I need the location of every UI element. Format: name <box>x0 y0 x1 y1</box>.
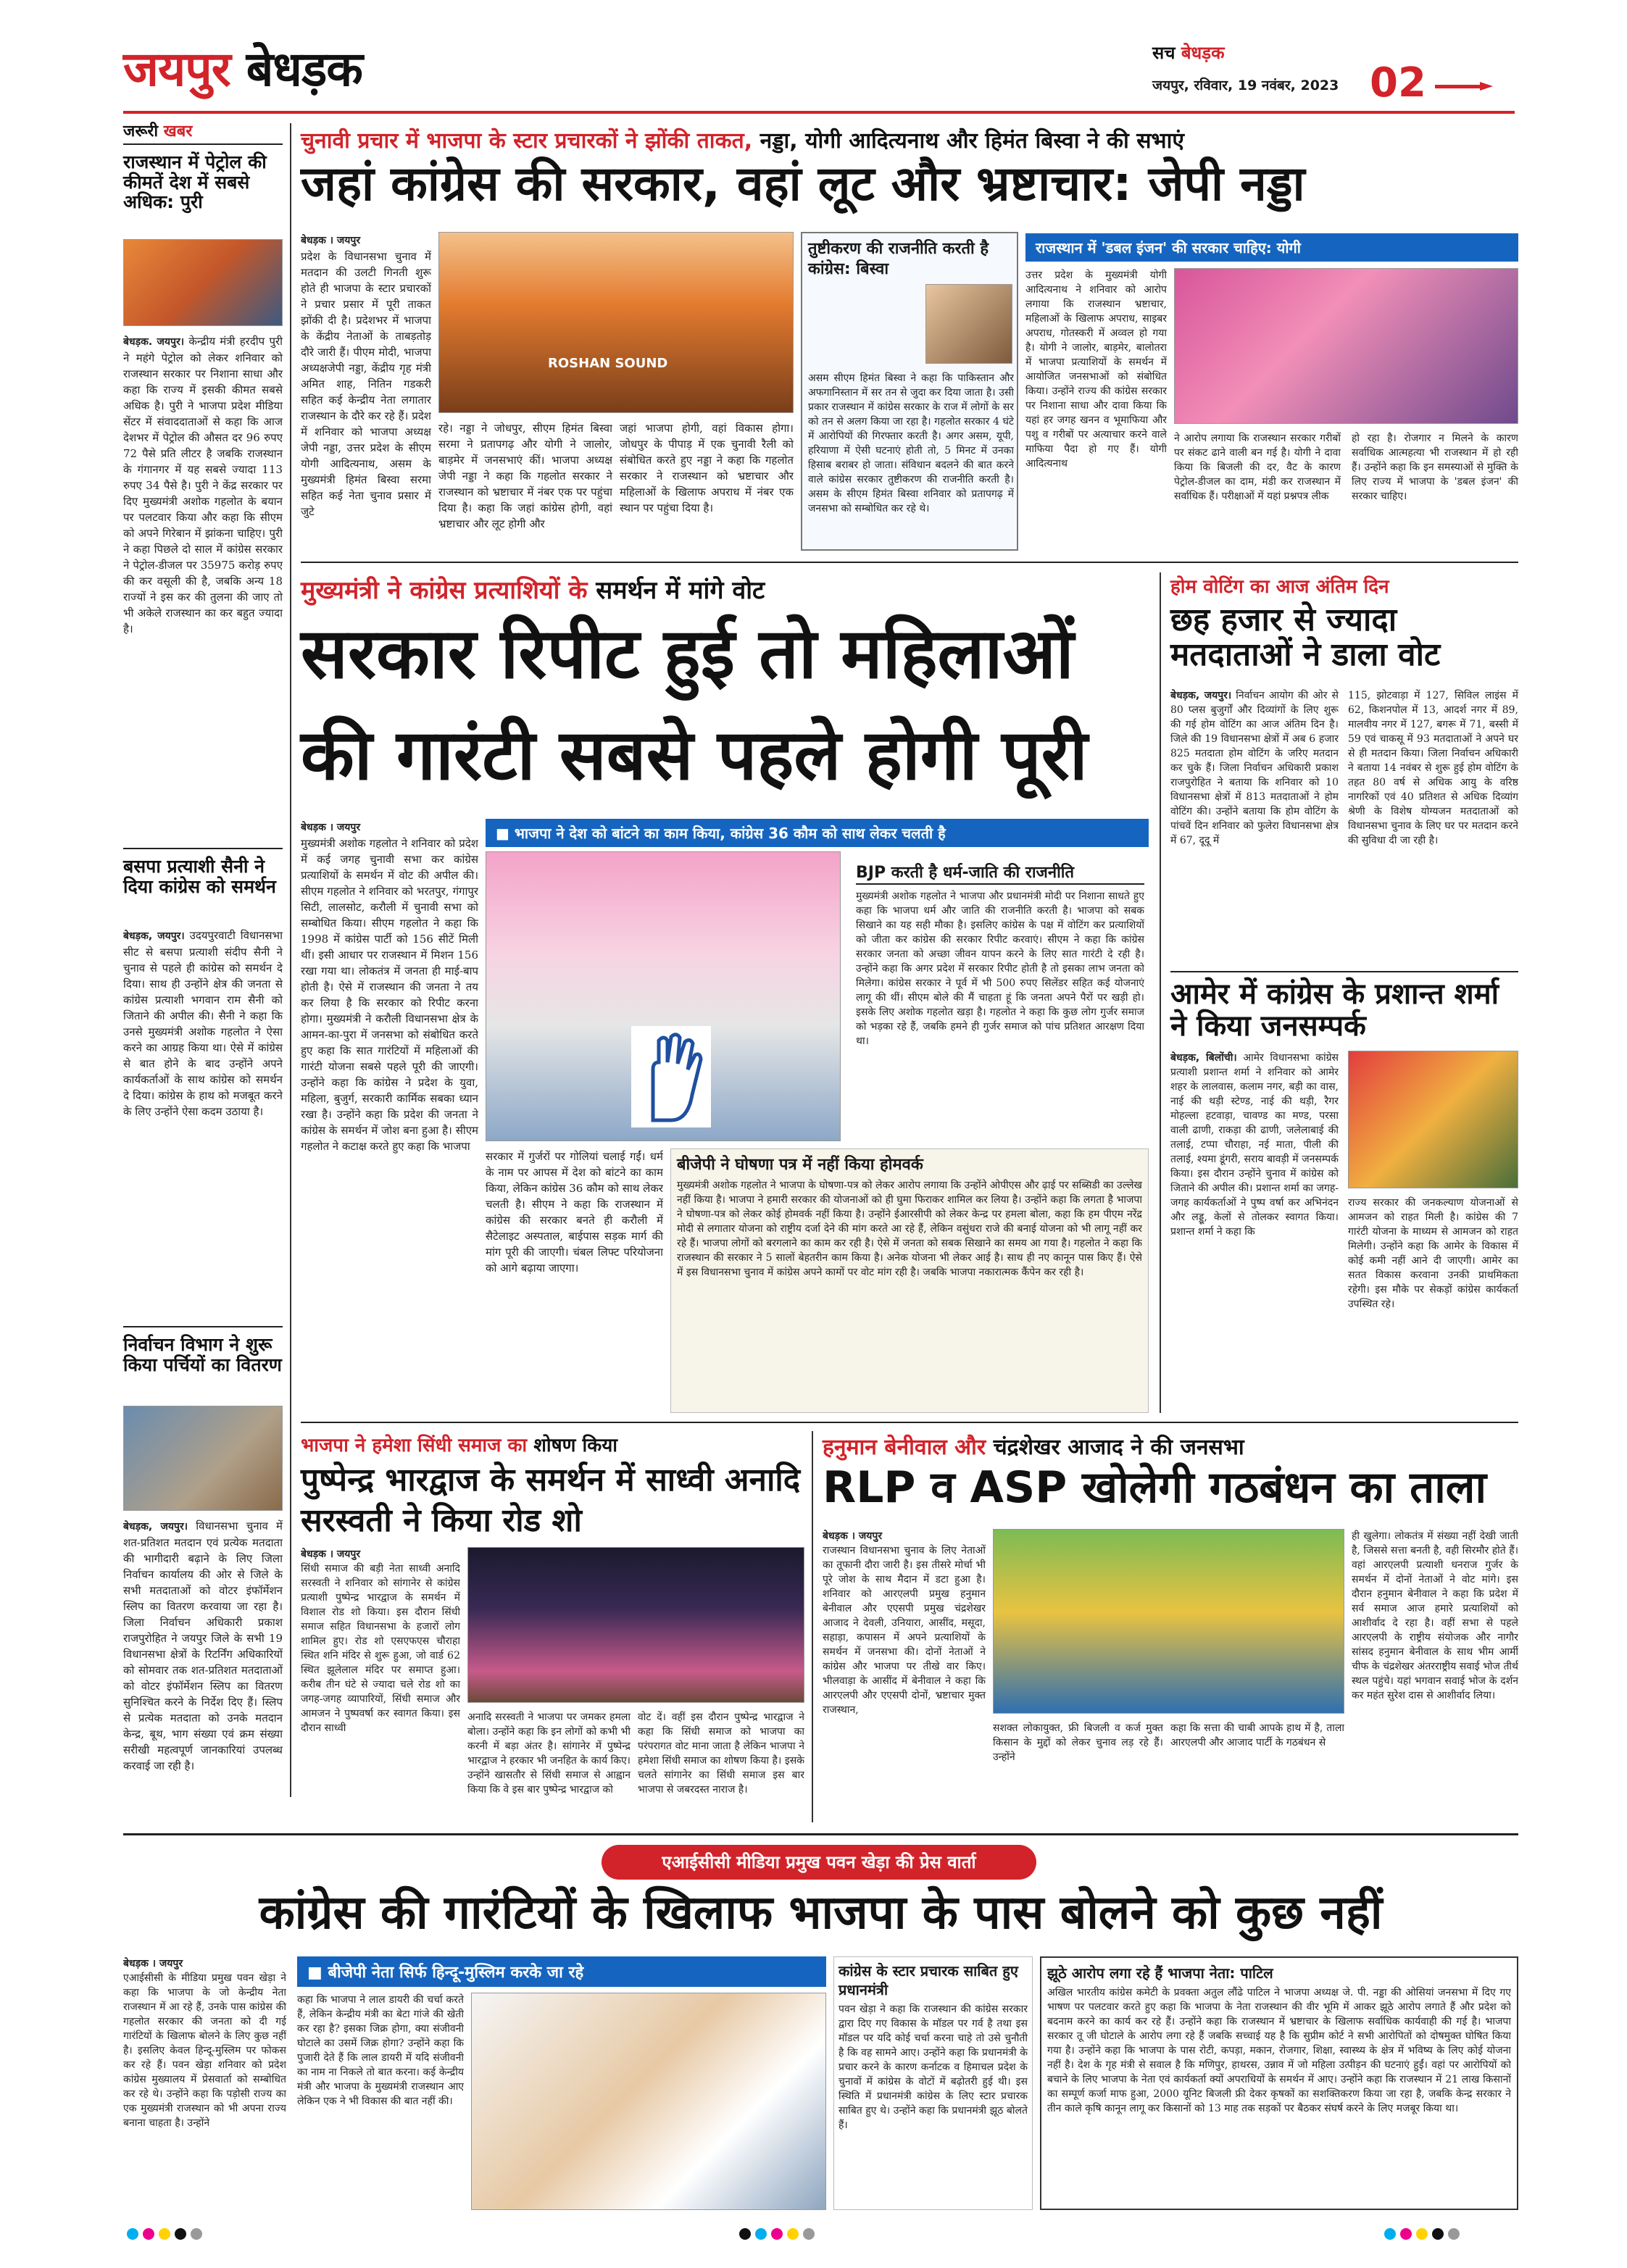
top-headline: जहां कांग्रेस की सरकार, वहां लूट और भ्रष्टाचार: जेपी नड्डा <box>301 156 1305 212</box>
sindhi-dateline: बेधड़क । जयपुर <box>301 1548 361 1560</box>
rlp-kicker-black: चंद्रशेखर आजाद ने की जनसभा <box>993 1435 1244 1460</box>
home-kicker: होम वोटिंग का आज अंतिम दिन <box>1170 576 1389 598</box>
sidebar-divider-2 <box>123 1326 283 1327</box>
cm-box1-body: मुख्यमंत्री अशोक गहलोत ने भाजपा और प्रधानमंत्री मोदी पर निशाना साधते हुए कहा कि भाजपा धर्म और जाति की राजनीति करती है। भाजपा को सबक सिखाने का यह सही मौका है। इसलिए कांग्रेस के पक्ष में वोटिंग कर प्रत्याशियों को जीता कर कांग्रेस की सरकार रिपीट करवाएं। सीएम ने कहा कि कांग्रेस सरकार जनता को अच्छा जीवन यापन करने के लिए सात गारंटी दे रही है। उन्होंने कहा कि अगर प्रदेश में सरकार रिपीट होती है तो इसका लाभ जनता को मिलेगा। कांग्रेस सरकार ने पूर्व में भी 500 रुपए सिलेंडर सहित कई योजनाएं लागू की थीं। सीएम बोले की मैं चाहता हूं कि जनता अपने पैरों पर खड़ी हो। इसके लिए अशोक गहलोत खड़ा है। गहलोत ने कहा कि कुछ लोग गुर्जर समाज को भड़का रहे हैं, जबकि हमने ही गुर्जर समाज को पांच प्रतिशत आरक्षण दिया था। <box>856 891 1144 1047</box>
khera-body1: एआईसीसी के मीडिया प्रमुख पवन खेड़ा ने कहा कि भाजपा के जो केन्द्रीय नेता राजस्थान में आ रहे हैं, उनके पास कांग्रेस की गहलोत सरकार की जनता को दी गई गारंटियों के खिलाफ बोलने के लिए कुछ नहीं है। इसलिए केवल हिन्दू-मुस्लिम पर फोकस कर रहे हैं। पवन खेड़ा शनिवार को प्रदेश कांग्रेस मुख्यालय में प्रेसवार्ता को सम्बोधित कर रहे थे। उन्होंने कहा कि पड़ोसी राज्य का एक मुख्यमंत्री राजस्थान को भी अपना राज्य बनाना चाहता है। उन्होंने <box>123 1972 286 2129</box>
cm-box1 <box>852 859 1149 1141</box>
khera-body-col1 <box>123 1956 286 2210</box>
cm-bar-text: भाजपा ने देश को बांटने का काम किया, कांग्रेस 36 कौम को साथ लेकर चलती है <box>514 825 946 842</box>
dot-cyan <box>755 2228 767 2240</box>
top-body3: जहां भाजपा होगी, वहां विकास होगा। जोधपुर के पीपाड़ में एक चुनावी रैली को संबोधित करते हुए नड्डा ने कहा कि गहलोत सरकार ने राजस्थान को भ्रष्टाचार और महिलाओं के खिलाफ अपराध में नंबर एक स्थान पर पहुंचा दिया है। <box>620 422 794 514</box>
home-body-col1 <box>1170 688 1339 964</box>
dot-yellow <box>159 2228 170 2240</box>
home-body-col2: 115, झोटवाड़ा में 127, सिविल लाइंस में 62, किशनपोल में 13, आदर्श नगर में 89, मालवीय नगर में 127, बगरू में 71, बस्सी में 59 एवं चाकसू में 93 मतदाताओं ने अपने घर से ही मतदान किया। जिला निर्वाचन अधिकारी ने बताया 14 नवंबर से शुरू हुई होम वोटिंग के तहत 80 वर्ष से अधिक आयु के वरिष्ठ नागरिकों एवं 40 प्रतिशत से अधिक दिव्यांग श्रेणी के विशेष योग्यजन मतदाताओं को विधानसभा चुनाव के लिए घर पर मतदान करने की सुविधा दी जा रही है। <box>1348 690 1518 846</box>
cm-box2 <box>670 1148 1149 1413</box>
sidebar-s3-body <box>123 1518 283 1815</box>
sidebar <box>123 123 283 1826</box>
top-kicker <box>301 125 1518 154</box>
mid-divider <box>301 1422 1518 1423</box>
top-body-col2 <box>438 420 612 551</box>
masthead-title <box>123 43 362 96</box>
sindhi-kicker-red: भाजपा ने हमेशा सिंधी समाज का <box>301 1435 528 1456</box>
dot-cyan <box>1384 2228 1396 2240</box>
top-kicker-black: नड्डा, योगी आदित्यनाथ और हिमंत बिस्वा ने की सभाएं <box>760 128 1184 154</box>
sindhi-body-col1 <box>301 1547 460 1822</box>
rlp-body-col3: कहा कि सत्ता की चाबी आपके हाथ में है, ताला आरएलपी और आजाद पार्टी के गठबंधन से <box>1170 1722 1344 1748</box>
bottom-divider <box>123 1833 1518 1835</box>
sidebar-s1-head: राजस्थान में पेट्रोल की कीमतें देश में सबसे अधिक: पुरी <box>123 151 267 213</box>
top-divider <box>301 562 1518 563</box>
khera-box2 <box>1040 1956 1518 2210</box>
masthead-rule <box>123 111 1515 114</box>
amer-body-col1 <box>1170 1051 1339 1413</box>
cm-bar <box>486 819 1149 847</box>
sidebar-s2-dateline: बेधड़क, जयपुर। <box>123 930 185 942</box>
cm-kicker-red: मुख्यमंत्री ने कांग्रेस प्रत्याशियों के <box>301 576 588 605</box>
tagline-red: बेधड़क <box>1181 43 1225 63</box>
yogi-body-col2: ने आरोप लगाया कि राजस्थान सरकार गरीबों पर संकट ढाने वाली बन गई है। योगी ने दावा किया कि बिजली की दर, वैट के कारण पेट्रोल-डीजल का दाम, मंडी कर राजस्थान में सर्वाधिक हैं। परीक्षाओं में यहां प्रश्नपत्र लीक <box>1174 433 1341 502</box>
sidebar-s2-text: उदयपुरवाटी विधानसभा सीट से बसपा प्रत्याशी संदीप सैनी ने चुनाव से पहले ही कांग्रेस को समर्थन दे दिया। साथ ही उन्होंने क्षेत्र की जनता से कांग्रेस प्रत्याशी भगवान राम सैनी को जिताने की अपील की। सैनी ने कहा कि उनसे मुख्यमंत्री अशोक गहलोत ने ऐसा करने का आग्रह किया था। ऐसे में कांग्रेस से बात होने के बाद उन्होंने अपने कार्यकर्ताओं के साथ कांग्रेस को समर्थन दे दिया। कांग्रेस के हाथ को मजबूत करने के लिए उन्होंने ऐसा कदम उठाया है। <box>123 929 283 1118</box>
sidebar-s1-text: केन्द्रीय मंत्री हरदीप पुरी ने महंगे पेट्रोल को लेकर शनिवार को राजस्थान सरकार पर निशाना साधा और कहा कि राज्य में इसकी कीमत सबसे अधिक है। पुरी ने भाजपा प्रदेश मीडिया सेंटर में संवाददाताओं से कहा कि आज देशभर में पेट्रोल की औसत दर 96 रुपए 72 पैसे प्रति लीटर है जबकि राजस्थान के गंगानगर में यह सबसे ज्यादा 113 रुपए 34 पैसे है। पुरी ने केंद्र सरकार पर दिए मुख्यमंत्री अशोक गहलोत के बयान पर पलटवार किया और कहा कि सीएम को अपने गिरेबान में झांकना चाहिए। पुरी ने कहा पिछले दो साल में कांग्रेस सरकार ने पेट्रोल-डीजल पर 35975 करोड़ रुपए की कर वसूली की है, जबकि अन्य 18 राज्यों ने इस कर की तुलना की जाए तो भी अकेले राजस्थान का कर बहुत ज्यादा है। <box>123 335 283 635</box>
rlp-kicker-red: हनुमान बेनीवाल और <box>823 1435 986 1460</box>
cm-headline-2: की गारंटी सबसे पहले होगी पूरी <box>301 714 1088 796</box>
yogi-bar: राजस्थान में 'डबल इंजन' की सरकार चाहिए: योगी <box>1025 233 1518 262</box>
top-body-col1 <box>301 232 431 551</box>
rlp-body1: राजस्थान विधानसभा चुनाव के लिए नेताओं का तूफानी दौरा जारी है। इस तीसरे मोर्चा भी पूरे जोश के साथ मैदान में डटा हुआ है। शनिवार को आरएलपी प्रमुख हनुमान बेनीवाल और एएसपी प्रमुख चंद्रशेखर आजाद ने देवली, उनियारा, आसींद, मसूदा, सहाड़ा, कपासन में अपने प्रत्याशियों के समर्थन में जनसभा की। दोनों नेताओं ने कांग्रेस और भाजपा पर तीखे वार किए। भीलवाड़ा के आसींद में बेनीवाल ने कहा कि आरएलपी और एएसपी दोनों, भ्रष्टाचार मुक्त राजस्थान, <box>823 1545 986 1716</box>
dot-magenta <box>771 2228 783 2240</box>
cm-body-col2: सरकार में गुर्जरों पर गोलियां चलाई गईं। धर्म के नाम पर आपस में देश को बांटने का काम किया, लेकिन कांग्रेस 36 कौम को साथ लेकर चलती है। सीएम ने कहा कि राजस्थान में कांग्रेस की सरकार बनते ही करौली में सैटेलाइट अस्पताल, बाईपास सड़क मार्ग की मांग पूरी की जाएगी। चंबल लिफ्ट परियोजना को आगे बढ़ाया जाएगा। <box>486 1150 663 1275</box>
cm-box2-head: बीजेपी ने घोषणा पत्र में नहीं किया होमवर्क <box>677 1156 923 1174</box>
sindhi-body-col3: वोट दें। वहीं इस दौरान पुष्पेन्द्र भारद्वाज ने कहा कि सिंधी समाज को भाजपा का परंपरागत वोट माना जाता है लेकिन भाजपा ने हमेशा सिंधी समाज का शोषण किया है। इसके चलते सांगानेर का सिंधी समाज इस बार भाजपा से जबरदस्त नाराज है। <box>638 1712 804 1796</box>
cm-box1-head: BJP करती है धर्म-जाति की राजनीति <box>856 863 1144 885</box>
yogi-body-col3: हो रहा है। रोजगार न मिलने के कारण सर्वाधिक आत्महत्या भी राजस्थान में हो रही हैं। उन्होंने कहा कि इन समस्याओं से मुक्ति के लिए राज्य में भाजपा के 'डबल इंजन' की सरकार चाहिए। <box>1352 433 1518 502</box>
cm-right-vrule <box>1160 572 1161 1413</box>
amer-dateline: बेधड़क, बिलोंची। <box>1170 1052 1237 1064</box>
footer-dots-left <box>127 2228 207 2243</box>
khera-box2-body: अखिल भारतीय कांग्रेस कमेटी के प्रवक्ता अतुल लौंढे पाटिल ने भाजपा अध्यक्ष जे. पी. नड्डा की ओसियां जनसभा में दिए गए भाषण पर पलटवार करते हुए कहा कि भाजपा के नेता राजस्थान की वीर भूमि में आकर झूठे आरोप लगाते हैं और प्रदेश को बदनाम करने का कार्य कर रहे हैं। उन्होंने कहा कि राजस्थान में भ्रष्टाचार के खिलाफ सर्वाधिक कार्यवाही की गई है। भाजपा सरकार तू जी घोटाले के आरोप लगा रहे हैं जबकि सच्चाई यह है कि सुप्रीम कोर्ट ने सभी आरोपितों को दोषमुक्त घोषित किया गया है। उन्होंने कहा कि भाजपा के पास रोटी, कपड़ा, मकान, रोजगार, शिक्षा, स्वास्थ्य के क्षेत्र में भविष्य के लिए कोई योजना नहीं है। देश के गृह मंत्री से सवाल है कि मणिपुर, हाथरस, उन्नाव में जो महिला उत्पीड़न की घटनाएं हुईं। वहां पर आरोपियों को बचाने के लिए भाजपा के नेता एवं कार्यकर्ता क्यों अपराधियों के समर्थन में आए। उन्होंने कहा कि राजस्थान में 21 लाख किसानों का सम्पूर्ण कर्जा माफ हुआ, 2000 यूनिट बिजली फ्री देकर कृषकों का सशक्तिकरण किया जा रहा है, जबकि केन्द्र सरकार ने तीन काले कृषि कानून लागू कर किसानों को 13 माह तक सड़कों पर बैठकर संघर्ष करने के लिए मजबूर किया था। <box>1047 1987 1511 2114</box>
puri-photo <box>123 239 283 326</box>
cm-headline-1: सरकार रिपीट हुई तो महिलाओं <box>301 613 1074 694</box>
yogi-photo <box>1174 268 1518 424</box>
dot-black <box>175 2228 186 2240</box>
biswa-box-head: तुष्टीकरण की राजनीति करती है कांग्रेस: बिस्वा <box>808 240 989 278</box>
top-body2: रहे। नड्डा ने जोधपुर, सीएम हिमंत बिस्वा सरमा ने प्रतापगढ़ और योगी ने जालोर, बाड़मेर में जनसभाएं कीं। भाजपा अध्यक्ष जेपी नड्डा ने कहा कि गहलोत सरकार ने राजस्थान को भ्रष्टाचार में नंबर एक पर पहुंचा दिया है। कहा कि जहां कांग्रेस होगी, वहां भ्रष्टाचार और लूट होगी और <box>438 422 612 530</box>
voter-slip-photo <box>123 1406 283 1511</box>
rlp-dateline: बेधड़क । जयपुर <box>823 1530 883 1542</box>
sidebar-label <box>123 123 283 145</box>
home-dateline: बेधड़क, जयपुर। <box>1170 690 1232 701</box>
page-number: 02 <box>1370 59 1426 107</box>
khera-bar-text: बीजेपी नेता सिर्फ हिन्दू-मुस्लिम करके जा रहे <box>328 1964 584 1982</box>
cm-kicker-black: समर्थन में मांगे वोट <box>596 576 765 605</box>
dot-magenta <box>1400 2228 1412 2240</box>
khera-box1-body: पवन खेड़ा ने कहा कि राजस्थान की कांग्रेस सरकार द्वारा दिए गए विकास के मॉडल पर गर्व है तथा इस मॉडल पर यदि कोई चर्चा करना चाहे तो उसे चुनौती है कि वह सामने आए। उन्होंने कहा कि प्रधानमंत्री के प्रचार करने के कारण कर्नाटक व हिमाचल प्रदेश के चुनावों में कांग्रेस के वोटों में बढ़ोतरी हुई थी। इस स्थिति में प्रधानमंत्री कांग्रेस के लिए स्टार प्रचारक साबित हुए थे। उन्होंने कहा कि प्रधानमंत्री झूठ बोलते हैं। <box>839 2004 1028 2131</box>
sidebar-s1-body <box>123 333 283 833</box>
yogi-body-col1: उत्तर प्रदेश के मुख्यमंत्री योगी आदित्यनाथ ने शनिवार को आरोप लगाया कि राजस्थान भ्रष्टाचार, महिलाओं के खिलाफ अपराध, साइबर अपराध, गोतस्करी में अव्वल हो गया है। योगी ने जालोर, बाड़मेर, बालोतरा में भाजपा प्रत्याशियों के समर्थन में आयोजित जनसभाओं को संबोधित किया। उन्होंने राज्य की कांग्रेस सरकार पर निशाना साधा और दावा किया कि यहां हर जगह खनन व भूमाफिया और पशु व गरीबों पर अत्याचार करने वाले माफिया पैदा हो गए हैं। योगी आदित्यनाथ <box>1025 270 1167 470</box>
biswa-box-body: असम सीएम हिमंत बिस्वा ने कहा कि पाकिस्तान और अफगानिस्तान में सर तन से जुदा कर दिया जाता है। उसी प्रकार राजस्थान में कांग्रेस सरकार के राज में लोगों के सर को तन से अलग किया जा रहा है। गहलोत सरकार 4 घंटे में आरोपियों की गिरफ्तार करती है। अगर असम, यूपी, हरियाणा में ऐसी घटनाएं होती तो, 5 मिनट में उनका हिसाब बराबर हो जाता। संविधान बदलने की बात करने वाले कांग्रेस सरकार तुष्टीकरण की राजनीति करती है। असम के सीएम हिमंत बिस्वा शनिवार को प्रतापगढ़ में जनसभा को सम्बोधित कर रहे थे। <box>808 372 1014 514</box>
cm-dateline: बेधड़क । जयपुर <box>301 822 361 833</box>
rlp-body-col4: ही खुलेगा। लोकतंत्र में संख्या नहीं देखी जाती है, जिससे सत्ता बनती है, वही सिरमौर होते हैं। वहां आरएलपी प्रत्याशी धनराज गुर्जर के समर्थन में दोनों नेताओं ने वोट मांगे। इस दौरान हनुमान बेनीवाल ने कहा कि प्रदेश में सर्व समाज आज हमारे प्रत्याशियों को आशीर्वाद दे रहा है। वहीं सभा से पहले आरएलपी के राष्ट्रीय संयोजक और नागौर सांसद हनुमान बेनीवाल के साथ भीम आर्मी चीफ के चंद्रशेखर अंतरराष्ट्रीय सवाई भोज तीर्थ स्थल पहुंचे। यहां भगवान सवाई भोज के दर्शन कर महंत सुरेश दास से आशीर्वाद लिया। <box>1352 1530 1518 1701</box>
sidebar-label-red: खबर <box>163 122 193 141</box>
sindhi-body-col2: अनादि सरस्वती ने भाजपा पर जमकर हमला बोला। उन्होंने कहा कि इन लोगों को कभी भी करनी में बड़ा अंतर है। सांगानेर में पुष्पेन्द्र भारद्वाज ने हरकार भी जनहित के कार्य किए। उन्होंने खासतौर से सिंधी समाज से आह्वान किया कि वे इस बार पुष्पेन्द्र भारद्वाज को <box>467 1712 631 1796</box>
sindhi-body1: सिंधी समाज की बड़ी नेता साध्वी अनादि सरस्वती ने शनिवार को सांगानेर से कांग्रेस प्रत्याशी पुष्पेन्द्र भारद्वाज के समर्थन में विशाल रोड शो किया। इस दौरान सिंधी समाज सहित विधानसभा के हजारों लोग शामिल हुए। रोड शो एसएफएस चौराहा स्थित शनि मंदिर से शुरू हुआ, जो वार्ड 62 स्थित झूलेलाल मंदिर पर समाप्त हुआ। करीब तीन घंटे से ज्यादा चले रोड शो का जगह-जगह व्यापारियों, सिंधी समाज और आमजन ने पुष्पवर्षा कर स्वागत किया। इस दौरान साध्वी <box>301 1563 460 1734</box>
dot-gray <box>803 2228 815 2240</box>
roadshow-photo <box>467 1547 804 1703</box>
top-body-col3 <box>620 420 794 551</box>
khera-box2-head: झूठे आरोप लगा रहे हैं भाजपा नेता: पाटिल <box>1047 1964 1273 1982</box>
khera-bar <box>297 1956 826 1987</box>
pen-nib-icon <box>1435 80 1493 88</box>
sidebar-s3-head: निर्वाचन विभाग ने शुरू किया पर्चियों का वितरण <box>123 1334 282 1375</box>
top-kicker-red: चुनावी प्रचार में भाजपा के स्टार प्रचारकों ने झोंकी ताकत, <box>301 128 753 154</box>
masthead-tagline <box>1152 43 1225 62</box>
home-body1: निर्वाचन आयोग की ओर से 80 प्लस बुजुर्गों और दिव्यांगों के लिए शुरू की गई होम वोटिंग का आज अंतिम दिन है। जिले की 19 विधानसभा क्षेत्रों में अब 6 हजार 825 मतदाता होम वोटिंग के जरिए मतदान कर चुके हैं। जिला निर्वाचन अधिकारी प्रकाश राजपुरोहित ने बताया कि शनिवार को 10 विधानसभा क्षेत्रों में 813 मतदाताओं ने होम वोटिंग की। उन्होंने बताया कि होम वोटिंग के पांचवें दिन शनिवार को फुलेरा विधानसभा क्षेत्र में 67, दूदू में <box>1170 690 1339 846</box>
top-dateline: बेधड़क । जयपुर <box>301 235 361 246</box>
sindhi-kicker <box>301 1431 808 1457</box>
sidebar-s2-head: बसपा प्रत्याशी सैनी ने दिया कांग्रेस को समर्थन <box>123 856 276 897</box>
dot-magenta <box>143 2228 154 2240</box>
home-divider <box>1170 971 1518 972</box>
khera-bar-icon: ■ <box>307 1964 328 1982</box>
gehlot-photo <box>486 851 841 1141</box>
top-body1: प्रदेश के विधानसभा चुनाव में मतदान की उलटी गिनती शुरू होते ही भाजपा के स्टार प्रचारकों ने प्रचार प्रसार में पूरी ताकत झोंकी दी है। प्रदेशभर में भाजपा के केंद्रीय नेताओं के ताबड़तोड़ दौरे जारी हैं। पीएम मोदी, भाजपा अध्यक्षजेपी नड्डा, केंद्रीय गृह मंत्री अमित शाह, नितिन गडकरी सहित कई केन्द्रीय नेता लगातार राजस्थान के दौरे कर रहे हैं। प्रदेश में शनिवार को भाजपा अध्यक्ष जेपी नड्डा, उत्तर प्रदेश के सीएम योगी आदित्यनाथ, असम के मुख्यमंत्री हिमंत बिस्वा सरमा सहित कई नेता चुनाव प्रसार में जुटे <box>301 250 431 518</box>
khera-headline: कांग्रेस की गारंटियों के खिलाफ भाजपा के पास बोलने को कुछ नहीं <box>259 1886 1383 1940</box>
sindhi-kicker-black: शोषण किया <box>533 1435 618 1456</box>
khera-dateline: बेधड़क । जयपुर <box>123 1958 183 1969</box>
sidebar-s3-dateline: बेधड़क, जयपुर। <box>123 1521 188 1533</box>
tagline-black: सच <box>1152 43 1175 63</box>
khera-box1 <box>833 1956 1033 2210</box>
cm-body-col1 <box>301 819 478 1413</box>
masthead <box>123 36 1500 109</box>
khera-kicker-text: एआईसीसी मीडिया प्रमुख पवन खेड़ा की प्रेस वार्ता <box>662 1852 976 1872</box>
dot-black <box>1432 2228 1444 2240</box>
cm-box2-body: मुख्यमंत्री अशोक गहलोत ने भाजपा के घोषणा-पत्र को लेकर आरोप लगाया कि उन्होंने ओपीएस और ढ़ाई पर सब्सिडी का उल्लेख नहीं किया है। भाजपा ने हमारी सरकार की योजनाओं को ही घुमा फिराकर शामिल कर लिया है। उन्होंने कहा कि लगता है भाजपा ने घोषणा-पत्र को लेकर कोई होमवर्क नहीं किया है। उन्होंने ईआरसीपी को लेकर केन्द्र पर हमला बोला, कहा कि हम पीएम नरेंद्र मोदी से लगातार योजना को राष्ट्रीय दर्जा देने की मांग करते आ रहे हैं, लेकिन वसुंधरा राजे की बनाई योजना को भी लागू नहीं कर रहे हैं। भाजपा लोगों को बरगलाने का काम कर रही है। ऐसे में जनता को सबक सिखाने का समय आ गया है। गहलोत ने कहा कि राजस्थान की सरकार ने 5 सालों बेहतरीन काम किया है। अनेक योजना भी लेकर आई है। साथ ही नए कानून पास किए हैं। ऐसे में इस विधानसभा चुनाव में कांग्रेस अपने कामों पर वोट मांग रही है। जबकि भाजपा नकारात्मक कैंपेन कर रही है। <box>677 1180 1142 1278</box>
masthead-title-red: जयपुर <box>123 41 230 97</box>
sidebar-s1-dateline: बेधड़क. जयपुर। <box>123 336 185 348</box>
dot-black <box>739 2228 751 2240</box>
rlp-kicker <box>823 1431 1518 1461</box>
cm-kicker <box>301 572 1149 606</box>
biswa-box <box>801 232 1018 551</box>
footer-dots-center <box>739 2228 819 2243</box>
dot-yellow <box>787 2228 799 2240</box>
dot-yellow <box>1416 2228 1428 2240</box>
sidebar-s3-text: विधानसभा चुनाव में शत-प्रतिशत मतदान एवं प्रत्येक मतदाता की भागीदारी बढ़ाने के लिए जिला निर्वाचन कार्यालय की ओर से जिले के सभी मतदाताओं को वोटर इंफॉर्मेशन स्लिप का वितरण करवाया जा रहा है। जिला निर्वाचन अधिकारी प्रकाश राजपुरोहित ने जयपुर जिले के सभी 19 विधानसभा क्षेत्रों के रिटर्निंग अधिकारियों को सोमवार तक शत-प्रतिशत मतदाताओं को वोटर इंफॉर्मेशन स्लिप का वितरण सुनिश्चित करने के निर्देश दिए हैं। स्लिप से प्रत्येक मतदाता को उनके मतदान केन्द्र, बूथ, भाग संख्या एवं क्रम संख्या सरीखी महत्वपूर्ण जानकारियां उपलब्ध करवाई जा रही है। <box>123 1519 283 1772</box>
congress-hand-icon <box>631 1026 711 1127</box>
rlp-photo <box>993 1529 1344 1714</box>
rlp-body-col2: सशक्त लोकायुक्त, फ्री बिजली व कर्ज मुक्त किसान के मुद्दों को लेकर चुनाव लड़ रहे हैं। उन्होंने <box>993 1722 1163 1763</box>
rlp-body-col1 <box>823 1529 986 1822</box>
khera-box1-head: कांग्रेस के स्टार प्रचारक साबित हुए प्रधानमंत्री <box>839 1962 1018 1998</box>
sidebar-s2-body <box>123 927 283 1319</box>
dot-cyan <box>127 2228 138 2240</box>
nadda-photo-caption: ROSHAN SOUND <box>548 356 668 371</box>
dot-gray <box>1448 2228 1460 2240</box>
amer-body1: आमेर विधानसभा कांग्रेस प्रत्याशी प्रशान्त शर्मा ने शनिवार को आमेर शहर के लालवास, कलाम नगर, बड़ी का वास, नाई की थड़ी स्टेण्ड, नाई की थड़ी, रैगर मोहल्ला हटवाड़ा, चावण्ड का मण्ड, परसा वाली ढाणी, राकड़ा की ढाणी, जलेलाबाई की तलाई, टप्पा चौराहा, नई माता, पीली की तलाई, श्यमा डूंगरी, सराय बावड़ी में जनसम्पर्क किया। इस दौरान उन्होंने चुनाव में कांग्रेस को जिताने की अपील की। प्रशान्त शर्मा का जगह-जगह कार्यकर्ताओं ने पुष्प वर्षा कर अभिनंदन और लड्डू, केलों से तोलकर स्वागत किया। प्रशान्त शर्मा ने कहा कि <box>1170 1052 1339 1238</box>
sidebar-label-black: जरूरी <box>123 122 159 141</box>
sidebar-vrule <box>290 123 291 1797</box>
amer-body-col2: राज्य सरकार की जनकल्याण योजनाओं से आमजन को राहत मिली है। कांग्रेस की 7 गारंटी योजना के माध्यम से आमजन को राहत मिलेगी। उन्होंने कहा कि आमेर के विकास में कोई कमी नहीं आने दी जाएगी। आमेर का सतत विकास करवाना उनकी प्राथमिकता रहेगी। इस मौके पर सेकड़ों कांग्रेस कार्यकर्ता उपस्थित रहे। <box>1348 1197 1518 1310</box>
khera-body-col2: कहा कि भाजपा ने लाल डायरी की चर्चा करते हैं, लेकिन केन्द्रीय मंत्री का बेटा गांजे की खेती कर रहा है? इसका जिक्र होगा, क्या संजीवनी घोटाले का उसमें जिक्र होगा? उन्होंने कहा कि पुजारी देते हैं कि लाल डायरी में यदि संजीवनी का नाम ना निकले तो बात करना। कई केन्द्रीय मंत्री और भाजपा के मुख्यमंत्री राजस्थान आए लेकिन एक ने भी विकास की बात नहीं की। <box>297 1994 464 2107</box>
khera-photo <box>471 1993 826 2210</box>
biswa-photo <box>925 284 1012 364</box>
amer-photo <box>1348 1051 1518 1188</box>
sindhi-headline: पुष्पेन्द्र भारद्वाज के समर्थन में साध्वी अनादि सरस्वती ने किया रोड शो <box>301 1462 801 1539</box>
masthead-title-black: बेधड़क <box>246 41 362 97</box>
sidebar-divider-1 <box>123 848 283 849</box>
dot-gray <box>191 2228 202 2240</box>
nadda-photo <box>438 232 794 413</box>
khera-kicker <box>602 1845 1036 1880</box>
home-headline: छह हजार से ज्यादा मतदाताओं ने डाला वोट <box>1170 601 1441 674</box>
cm-bar-icon: ■ <box>496 825 515 842</box>
footer-dots-right <box>1384 2228 1464 2243</box>
sindhi-rlp-vrule <box>812 1431 813 1822</box>
cm-body1: मुख्यमंत्री अशोक गहलोत ने शनिवार को प्रदेश में कई जगह चुनावी सभा कर कांग्रेस प्रत्याशियों के समर्थन में वोट की अपील की। सीएम गहलोत ने शनिवार को भरतपुर, गंगापुर सिटी, लालसोट, करौली में चुनावी सभा को सम्बोधित किया। सीएम गहलोत ने कहा कि 1998 में कांग्रेस पार्टी को 156 सीटें मिली थीं। इसी आधार पर राजस्थान में मिशन 156 रखा गया था। लोकतंत्र में जनता ही माई-बाप होती है। ऐसे में राजस्थान की जनता ने तय कर लिया है कि सरकार को रिपीट करना होगा। मुख्यमंत्री ने करौली विधानसभा क्षेत्र के आमन-का-पुरा में जनसभा को संबोधित करते हुए कहा कि सात गारंटियों में महिलाओं की गारंटी योजना सबसे पहले पूरी की जाएगी। उन्होंने कहा कि कांग्रेस ने प्रदेश के युवा, महिला, बुजुर्ग, सरकारी कार्मिक सबका ध्यान रखा है। उन्होंने कहा कि प्रदेश की जनता ने कांग्रेस के समर्थन में जोश बना हुआ है। सीएम गहलोत ने कटाक्ष करते हुए कहा कि भाजपा <box>301 837 478 1153</box>
amer-headline: आमेर में कांग्रेस के प्रशान्त शर्मा ने किया जनसम्पर्क <box>1170 977 1499 1043</box>
masthead-date: जयपुर, रविवार, 19 नवंबर, 2023 <box>1152 78 1339 93</box>
rlp-headline: RLP व ASP खोलेगी गठबंधन का ताला <box>823 1462 1487 1513</box>
